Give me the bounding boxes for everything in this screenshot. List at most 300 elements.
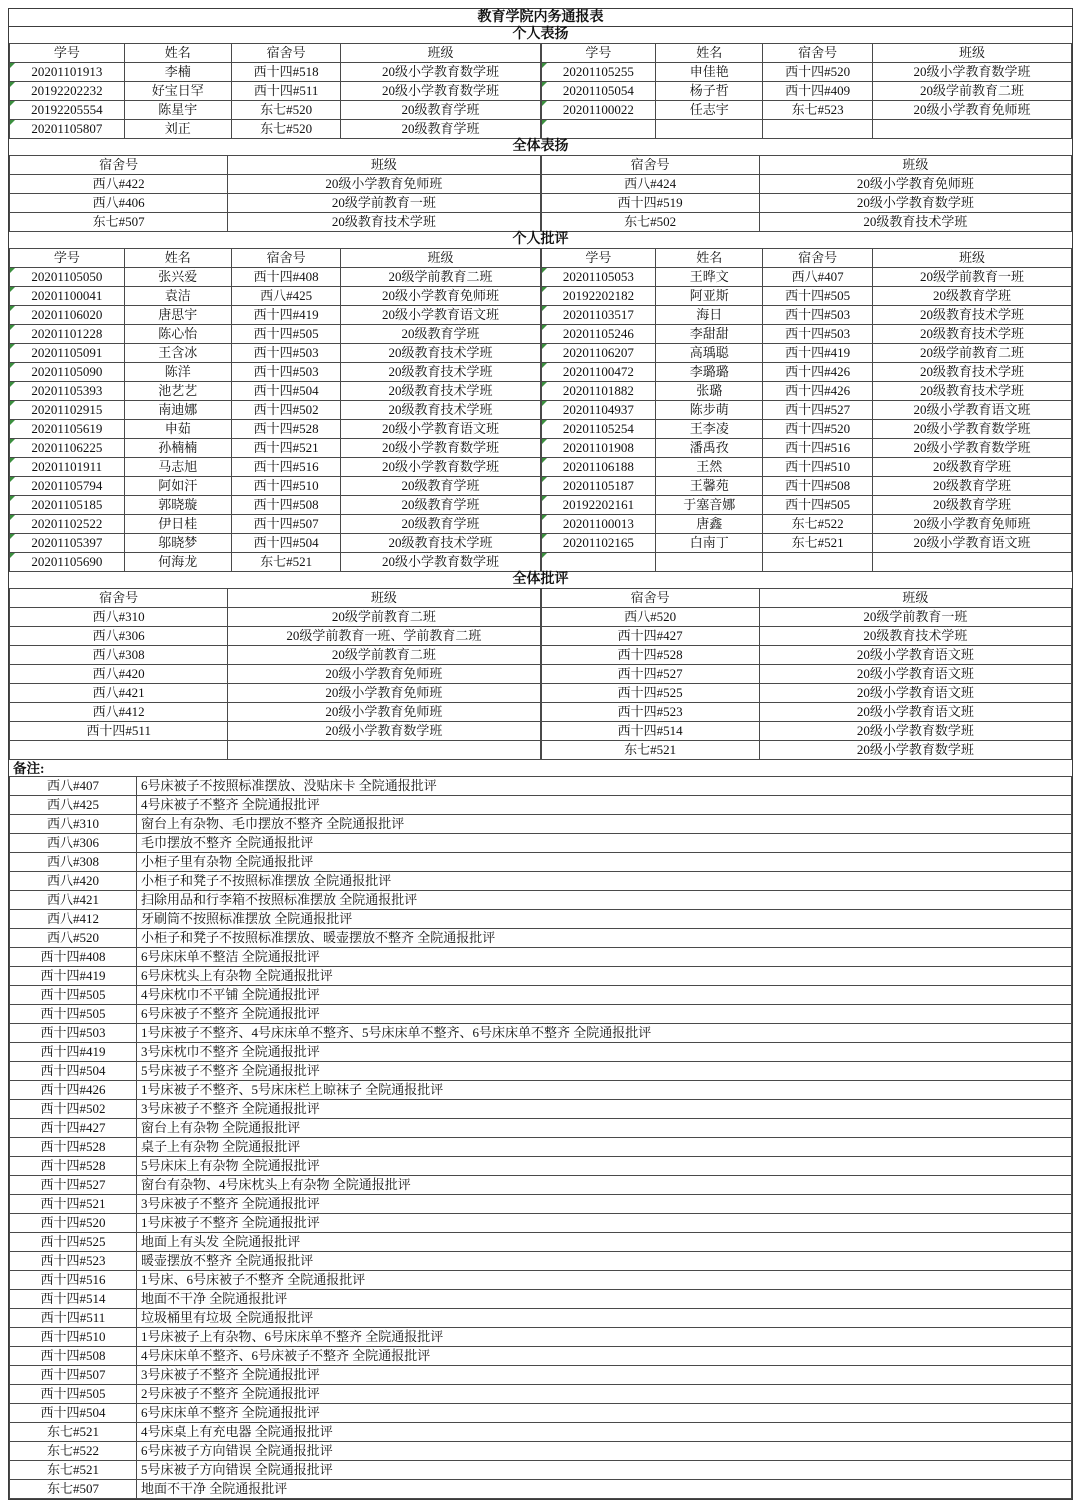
- cell: 西十四#528: [541, 646, 759, 665]
- column-header: 宿舍号: [10, 156, 228, 175]
- table-row: [10, 1024, 1072, 1043]
- cell: 西十四#521: [231, 439, 341, 458]
- cell: 西十四#505: [231, 325, 341, 344]
- cell: 4号床被子不整齐 全院通报批评: [137, 796, 1072, 815]
- cell: 20201102165: [541, 534, 656, 553]
- column-header: 班级: [872, 44, 1071, 63]
- cell: 阿如汗: [124, 477, 231, 496]
- cell: 20级教育技术学班: [228, 213, 540, 232]
- cell: 唐思宇: [124, 306, 231, 325]
- cell: 窗台上有杂物、毛巾摆放不整齐 全院通报批评: [137, 815, 1072, 834]
- table-row: [541, 306, 1072, 325]
- cell: 西八#422: [10, 175, 228, 194]
- cell: 20192202232: [10, 82, 125, 101]
- table-row: [541, 420, 1072, 439]
- table-row: [10, 534, 541, 553]
- cell: 20201105393: [10, 382, 125, 401]
- cell: 20级小学教育免师班: [228, 703, 540, 722]
- cell: 20级小学教育免师班: [872, 101, 1071, 120]
- cell: 西十四#419: [10, 1043, 137, 1062]
- cell: 西十四#508: [231, 496, 341, 515]
- cell: 20级小学教育语文班: [759, 665, 1071, 684]
- cell: 东七#522: [10, 1442, 137, 1461]
- table-row: [10, 477, 541, 496]
- table-row: [10, 1442, 1072, 1461]
- cell: 20级小学教育数学班: [759, 194, 1071, 213]
- table-row: [541, 213, 1072, 232]
- cell: 20级小学教育数学班: [341, 553, 540, 572]
- cell: 20级小学教育数学班: [228, 722, 540, 741]
- cell: 西十四#503: [763, 325, 873, 344]
- cell: 20201100013: [541, 515, 656, 534]
- cell: 西十四#502: [231, 401, 341, 420]
- table-row: [541, 665, 1072, 684]
- cell: 20级教育学班: [341, 120, 540, 139]
- header-row: [10, 156, 541, 175]
- cell: 西十四#510: [10, 1328, 137, 1347]
- cell: 20级小学教育语文班: [759, 703, 1071, 722]
- cell: 20201100472: [541, 363, 656, 382]
- header-row: [541, 44, 1072, 63]
- cell: 20级小学教育数学班: [759, 722, 1071, 741]
- cell: 20级学前教育一班、学前教育二班: [228, 627, 540, 646]
- table-row: [10, 608, 541, 627]
- cell: 西八#412: [10, 910, 137, 929]
- cell: 西十四#408: [10, 948, 137, 967]
- cell: 20级教育学班: [341, 515, 540, 534]
- individual-criticism-table-right: [541, 248, 1073, 572]
- cell: 西十四#504: [231, 534, 341, 553]
- cell: 20级学前教育二班: [872, 82, 1071, 101]
- cell: 西十四#528: [10, 1138, 137, 1157]
- table-row: [10, 722, 541, 741]
- table-row: [10, 853, 1072, 872]
- cell: 1号床、6号床被子不整齐 全院通报批评: [137, 1271, 1072, 1290]
- section-label-individual-criticism: 个人批评: [512, 232, 569, 247]
- cell: 西十四#427: [541, 627, 759, 646]
- table-row: [10, 1309, 1072, 1328]
- cell: 西十四#520: [763, 420, 873, 439]
- group-praise-table-right: [541, 155, 1073, 232]
- header-row: [541, 249, 1072, 268]
- cell: 20级教育技术学班: [341, 363, 540, 382]
- cell: 20级小学教育语文班: [759, 646, 1071, 665]
- table-row: [10, 1195, 1072, 1214]
- cell: [763, 553, 873, 572]
- table-row: [10, 1176, 1072, 1195]
- cell: 西十四#502: [10, 1100, 137, 1119]
- cell: 1号床被子不整齐、5号床床栏上晾袜子 全院通报批评: [137, 1081, 1072, 1100]
- table-row: [541, 344, 1072, 363]
- cell: 西十四#516: [10, 1271, 137, 1290]
- cell: 西八#310: [10, 815, 137, 834]
- cell: 西十四#527: [763, 401, 873, 420]
- header-row: [10, 44, 541, 63]
- cell: 南迪娜: [124, 401, 231, 420]
- column-header: 宿舍号: [231, 44, 341, 63]
- cell: 西八#520: [541, 608, 759, 627]
- cell: 张兴爱: [124, 268, 231, 287]
- column-header: 班级: [759, 156, 1071, 175]
- column-header: 宿舍号: [763, 44, 873, 63]
- cell: 4号床枕巾不平铺 全院通报批评: [137, 986, 1072, 1005]
- table-row: [10, 213, 541, 232]
- cell: 5号床被子不整齐 全院通报批评: [137, 1062, 1072, 1081]
- cell: 20级学前教育一班: [759, 608, 1071, 627]
- table-row: [541, 82, 1072, 101]
- table-row: [541, 268, 1072, 287]
- table-row: [10, 306, 541, 325]
- cell: 高瑀聪: [656, 344, 763, 363]
- cell: 20级小学教育数学班: [341, 458, 540, 477]
- column-header: 宿舍号: [541, 589, 759, 608]
- table-row: [10, 496, 541, 515]
- cell: 西十四#511: [231, 82, 341, 101]
- cell: 20201106020: [10, 306, 125, 325]
- column-header: 班级: [341, 44, 540, 63]
- group-criticism-table-left: [9, 588, 541, 760]
- cell: 20级小学教育免师班: [228, 684, 540, 703]
- cell: 20级学前教育一班: [228, 194, 540, 213]
- cell: 东七#522: [763, 515, 873, 534]
- cell: [763, 120, 873, 139]
- column-header: 班级: [872, 249, 1071, 268]
- cell: 牙刷筒不按照标准摆放 全院通报批评: [137, 910, 1072, 929]
- column-header: 宿舍号: [541, 156, 759, 175]
- section-label-group-praise: 全体表扬: [512, 139, 569, 154]
- cell: 于塞音娜: [656, 496, 763, 515]
- cell: 任志宇: [656, 101, 763, 120]
- table-row: [541, 477, 1072, 496]
- cell: 何海龙: [124, 553, 231, 572]
- cell: 东七#507: [10, 1480, 137, 1499]
- cell: 西十四#518: [231, 63, 341, 82]
- table-row: [541, 325, 1072, 344]
- cell: 20级教育技术学班: [872, 325, 1071, 344]
- table-row: [541, 553, 1072, 572]
- cell: 20级教育技术学班: [341, 382, 540, 401]
- table-row: [541, 741, 1072, 760]
- individual-criticism-table-left: [9, 248, 541, 572]
- cell: 20级学前教育二班: [228, 646, 540, 665]
- cell: 西十四#528: [231, 420, 341, 439]
- cell: 西十四#409: [763, 82, 873, 101]
- table-row: [10, 834, 1072, 853]
- cell: 20201105255: [541, 63, 656, 82]
- cell: 20级小学教育免师班: [228, 175, 540, 194]
- cell: 西十四#505: [10, 986, 137, 1005]
- cell: 西十四#516: [231, 458, 341, 477]
- header-row: [10, 589, 541, 608]
- cell: 1号床被子不整齐、4号床床单不整齐、5号床床单不整齐、6号床床单不整齐 全院通报批评: [137, 1024, 1072, 1043]
- table-row: [10, 1233, 1072, 1252]
- table-row: [10, 777, 1072, 796]
- section-label-group-criticism: 全体批评: [512, 572, 569, 587]
- remarks-label: 备注:: [13, 761, 45, 776]
- cell: 20201105091: [10, 344, 125, 363]
- cell: 小柜子和凳子不按照标准摆放、暖壶摆放不整齐 全院通报批评: [137, 929, 1072, 948]
- cell: 陈步萌: [656, 401, 763, 420]
- table-row: [10, 948, 1072, 967]
- cell: 张璐: [656, 382, 763, 401]
- cell: 王晔文: [656, 268, 763, 287]
- table-row: [541, 496, 1072, 515]
- section-label-individual-praise: 个人表扬: [512, 27, 569, 42]
- cell: 5号床床上有杂物 全院通报批评: [137, 1157, 1072, 1176]
- cell: 暖壶摆放不整齐 全院通报批评: [137, 1252, 1072, 1271]
- table-row: [541, 382, 1072, 401]
- cell: 20级小学教育免师班: [872, 515, 1071, 534]
- header-row: [10, 249, 541, 268]
- cell: 20级教育学班: [872, 496, 1071, 515]
- table-row: [10, 287, 541, 306]
- cell: 20201101228: [10, 325, 125, 344]
- cell: 东七#520: [231, 120, 341, 139]
- table-row: [10, 194, 541, 213]
- cell: 王馨苑: [656, 477, 763, 496]
- cell: 西十四#514: [10, 1290, 137, 1309]
- table-row: [541, 684, 1072, 703]
- cell: 西十四#523: [10, 1252, 137, 1271]
- cell: 孙楠楠: [124, 439, 231, 458]
- cell: 小柜子和凳子不按照标准摆放 全院通报批评: [137, 872, 1072, 891]
- cell: 20级教育学班: [341, 325, 540, 344]
- table-row: [541, 722, 1072, 741]
- cell: 3号床被子不整齐 全院通报批评: [137, 1366, 1072, 1385]
- cell: 白南丁: [656, 534, 763, 553]
- cell: 5号床被子方向错误 全院通报批评: [137, 1461, 1072, 1480]
- table-row: [10, 796, 1072, 815]
- table-row: [10, 741, 541, 760]
- cell: 西十四#521: [10, 1195, 137, 1214]
- cell: 西十四#505: [10, 1385, 137, 1404]
- column-header: 学号: [541, 249, 656, 268]
- column-header: 宿舍号: [10, 589, 228, 608]
- group-criticism-tables: [9, 588, 1072, 760]
- cell: 20级小学教育数学班: [341, 439, 540, 458]
- cell: 20级小学教育数学班: [872, 420, 1071, 439]
- table-row: [10, 1252, 1072, 1271]
- cell: 西八#308: [10, 646, 228, 665]
- table-row: [541, 287, 1072, 306]
- cell: 20201100041: [10, 287, 125, 306]
- cell: 20201105619: [10, 420, 125, 439]
- cell: 6号床被子不按照标准摆放、没贴床卡 全院通报批评: [137, 777, 1072, 796]
- cell: 西十四#511: [10, 722, 228, 741]
- cell: 东七#502: [541, 213, 759, 232]
- cell: 20201105053: [541, 268, 656, 287]
- table-row: [10, 1480, 1072, 1499]
- cell: 王然: [656, 458, 763, 477]
- table-row: [10, 1157, 1072, 1176]
- cell: 20级小学教育免师班: [759, 175, 1071, 194]
- table-row: [10, 1328, 1072, 1347]
- individual-praise-table-left: [9, 43, 541, 139]
- cell: 西十四#426: [763, 382, 873, 401]
- cell: 西十四#528: [10, 1157, 137, 1176]
- table-row: [10, 1005, 1072, 1024]
- cell: [656, 553, 763, 572]
- cell: 西十四#520: [10, 1214, 137, 1233]
- cell: 20201101882: [541, 382, 656, 401]
- table-row: [10, 458, 541, 477]
- cell: 20级教育技术学班: [341, 401, 540, 420]
- table-row: [541, 515, 1072, 534]
- cell: 6号床枕头上有杂物 全院通报批评: [137, 967, 1072, 986]
- table-row: [10, 1423, 1072, 1442]
- cell: [872, 553, 1071, 572]
- cell: 1号床被子上有杂物、6号床床单不整齐 全院通报批评: [137, 1328, 1072, 1347]
- table-row: [10, 101, 541, 120]
- cell: 西十四#523: [541, 703, 759, 722]
- cell: 西十四#504: [231, 382, 341, 401]
- cell: 20级学前教育二班: [872, 344, 1071, 363]
- cell: 20201105185: [10, 496, 125, 515]
- column-header: 姓名: [656, 249, 763, 268]
- cell: 6号床床单不整齐 全院通报批评: [137, 1404, 1072, 1423]
- cell: 西八#421: [10, 891, 137, 910]
- cell: 西十四#525: [10, 1233, 137, 1252]
- cell: 西十四#508: [10, 1347, 137, 1366]
- cell: 3号床被子不整齐 全院通报批评: [137, 1195, 1072, 1214]
- table-row: [10, 1366, 1072, 1385]
- cell: 20级小学教育语文班: [872, 401, 1071, 420]
- cell: 西八#407: [10, 777, 137, 796]
- table-row: [10, 120, 541, 139]
- table-row: [10, 1100, 1072, 1119]
- cell: 西十四#514: [541, 722, 759, 741]
- cell: 西八#425: [10, 796, 137, 815]
- cell: 王含冰: [124, 344, 231, 363]
- cell: 20级教育学班: [341, 101, 540, 120]
- cell: 西十四#525: [541, 684, 759, 703]
- table-row: [10, 1461, 1072, 1480]
- cell: 20级学前教育一班: [872, 268, 1071, 287]
- cell: 西八#420: [10, 872, 137, 891]
- column-header: 班级: [228, 589, 540, 608]
- cell: 西十四#510: [231, 477, 341, 496]
- cell: 李璐璐: [656, 363, 763, 382]
- table-row: [10, 1062, 1072, 1081]
- group-praise-tables: [9, 155, 1072, 232]
- cell: 东七#523: [763, 101, 873, 120]
- cell: 西十四#505: [10, 1005, 137, 1024]
- cell: 西八#308: [10, 853, 137, 872]
- cell: 20级教育技术学班: [872, 306, 1071, 325]
- cell: 袁洁: [124, 287, 231, 306]
- cell: 东七#521: [541, 741, 759, 760]
- cell: 地面不干净 全院通报批评: [137, 1290, 1072, 1309]
- cell: 扫除用品和行李箱不按照标准摆放 全院通报批评: [137, 891, 1072, 910]
- cell: 西十四#527: [541, 665, 759, 684]
- table-row: [541, 703, 1072, 722]
- table-row: [541, 363, 1072, 382]
- cell: 20201101911: [10, 458, 125, 477]
- table-row: [10, 401, 541, 420]
- cell: 东七#521: [10, 1461, 137, 1480]
- header-row: [541, 156, 1072, 175]
- column-header: 班级: [341, 249, 540, 268]
- table-row: [10, 815, 1072, 834]
- table-row: [541, 194, 1072, 213]
- table-row: [10, 420, 541, 439]
- cell: [656, 120, 763, 139]
- cell: 20级小学教育数学班: [341, 82, 540, 101]
- cell: 西十四#511: [10, 1309, 137, 1328]
- table-row: [10, 325, 541, 344]
- cell: 西十四#507: [10, 1366, 137, 1385]
- table-row: [10, 891, 1072, 910]
- table-row: [10, 382, 541, 401]
- column-header: 学号: [10, 249, 125, 268]
- cell: 20级小学教育数学班: [341, 63, 540, 82]
- cell: 郭晓璇: [124, 496, 231, 515]
- cell: [872, 120, 1071, 139]
- cell: 1号床被子不整齐 全院通报批评: [137, 1214, 1072, 1233]
- table-row: [541, 608, 1072, 627]
- cell: 李甜甜: [656, 325, 763, 344]
- cell: 2号床被子不整齐 全院通报批评: [137, 1385, 1072, 1404]
- cell: 伊日桂: [124, 515, 231, 534]
- cell: 西十四#419: [763, 344, 873, 363]
- table-row: [10, 646, 541, 665]
- cell: 20级小学教育数学班: [759, 741, 1071, 760]
- cell: 20201105050: [10, 268, 125, 287]
- cell: 20级学前教育二班: [341, 268, 540, 287]
- cell: 20级教育技术学班: [872, 382, 1071, 401]
- column-header: 学号: [541, 44, 656, 63]
- cell: 20201105690: [10, 553, 125, 572]
- cell: 20201101913: [10, 63, 125, 82]
- cell: 西八#310: [10, 608, 228, 627]
- cell: 20级教育技术学班: [341, 534, 540, 553]
- cell: 地面不干净 全院通报批评: [137, 1480, 1072, 1499]
- column-header: 班级: [228, 156, 540, 175]
- cell: 西十四#527: [10, 1176, 137, 1195]
- cell: 西十四#504: [10, 1062, 137, 1081]
- cell: 20级小学教育语文班: [341, 420, 540, 439]
- cell: 20201105054: [541, 82, 656, 101]
- cell: 西十四#505: [763, 496, 873, 515]
- cell: 申茹: [124, 420, 231, 439]
- table-row: [541, 646, 1072, 665]
- cell: 好宝日罕: [124, 82, 231, 101]
- table-row: [10, 1119, 1072, 1138]
- cell: 20级学前教育二班: [228, 608, 540, 627]
- table-row: [10, 1043, 1072, 1062]
- cell: 西八#520: [10, 929, 137, 948]
- cell: 西十四#507: [231, 515, 341, 534]
- page-title: 教育学院内务通报表: [9, 9, 1072, 27]
- table-row: [10, 684, 541, 703]
- group-criticism-table-right: [541, 588, 1073, 760]
- cell: 桌子上有杂物 全院通报批评: [137, 1138, 1072, 1157]
- cell: 西八#425: [231, 287, 341, 306]
- cell: 东七#520: [231, 101, 341, 120]
- cell: 西十四#516: [763, 439, 873, 458]
- individual-criticism-tables: [9, 248, 1072, 572]
- header-row: [541, 589, 1072, 608]
- cell: 西十四#426: [10, 1081, 137, 1100]
- cell: 20201105187: [541, 477, 656, 496]
- table-row: [541, 101, 1072, 120]
- table-row: [10, 910, 1072, 929]
- table-row: [541, 120, 1072, 139]
- table-row: [541, 534, 1072, 553]
- cell: [541, 553, 656, 572]
- table-row: [10, 63, 541, 82]
- cell: 20201100022: [541, 101, 656, 120]
